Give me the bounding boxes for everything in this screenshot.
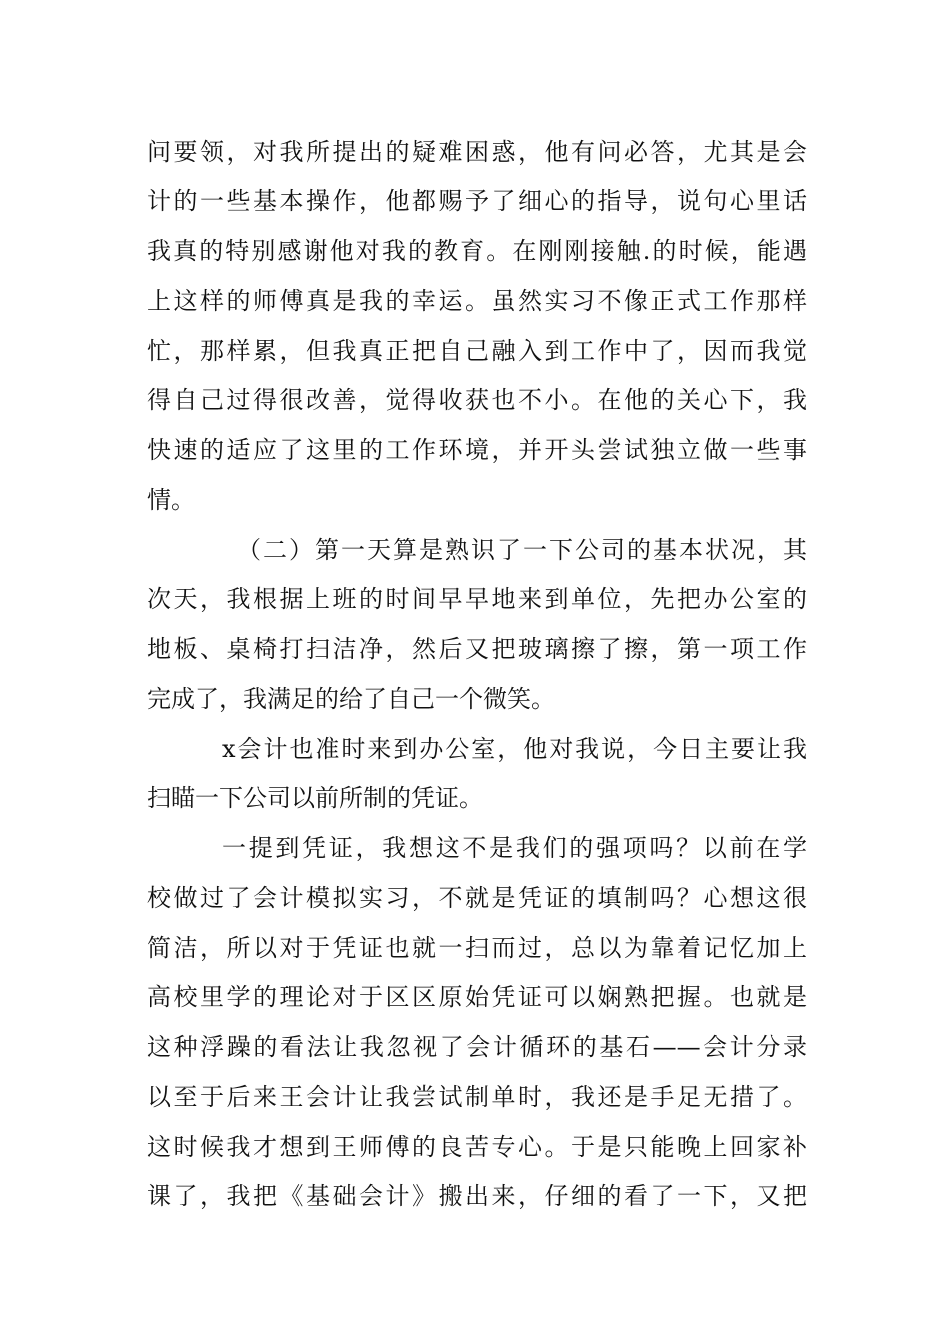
text-line: 这种浮躁的看法让我忽视了会计循环的基石——会计分录 <box>147 1033 807 1061</box>
text-line: 简洁，所以对于凭证也就一扫而过，总以为靠着记忆加上 <box>147 934 807 962</box>
text-line: 次天，我根据上班的时间早早地来到单位，先把办公室的 <box>147 585 807 613</box>
text-line: （二）第一天算是熟识了一下公司的基本状况，其 <box>237 536 807 564</box>
text-line: 快速的适应了这里的工作环境，并开头尝试独立做一些事 <box>147 436 807 464</box>
text-line: 校做过了会计模拟实习，不就是凭证的填制吗？心想这很 <box>147 884 807 912</box>
text-line: 扫瞄一下公司以前所制的凭证。 <box>147 784 483 812</box>
text-line: 这时候我才想到王师傅的良苦专心。于是只能晚上回家补 <box>147 1133 807 1161</box>
text-line: 忙，那样累，但我真正把自己融入到工作中了，因而我觉 <box>147 337 807 365</box>
text-line: 计的一些基本操作，他都赐予了细心的指导，说句心里话 <box>147 187 807 215</box>
text-line: 以至于后来王会计让我尝试制单时，我还是手足无措了。 <box>147 1083 807 1111</box>
text-line: 得自己过得很改善，觉得收获也不小。在他的关心下，我 <box>147 386 807 414</box>
text-line: 高校里学的理论对于区区原始凭证可以娴熟把握。也就是 <box>147 983 807 1011</box>
text-line: 上这样的师傅真是我的幸运。虽然实习不像正式工作那样 <box>147 287 807 315</box>
text-line: x会计也准时来到办公室，他对我说，今日主要让我 <box>222 735 807 763</box>
text-line: 情。 <box>147 486 195 514</box>
text-line: 问要领，对我所提出的疑难困惑，他有问必答，尤其是会 <box>147 138 807 166</box>
text-line: 课了，我把《基础会计》搬出来，仔细的看了一下，又把 <box>147 1182 807 1210</box>
text-line: 地板、桌椅打扫洁净，然后又把玻璃擦了擦，第一项工作 <box>147 635 807 663</box>
text-line: 完成了，我满足的给了自己一个微笑。 <box>147 685 555 713</box>
text-line: 我真的特别感谢他对我的教育。在刚刚接触.的时候，能遇 <box>147 237 807 265</box>
text-line: 一提到凭证，我想这不是我们的强项吗？以前在学 <box>222 834 807 862</box>
